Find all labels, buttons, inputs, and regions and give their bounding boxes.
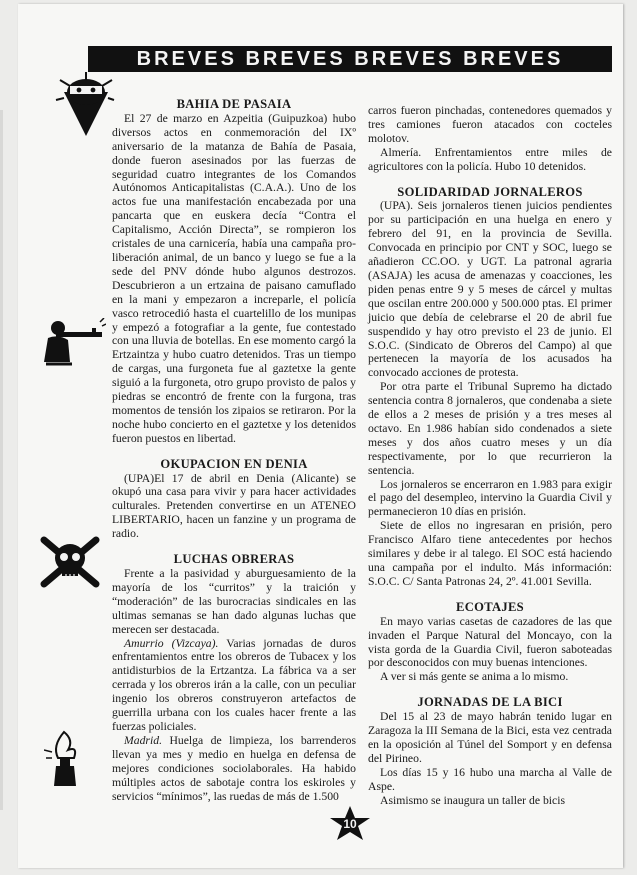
amurrio-text: Varias jornadas de duros enfrentamientos entre los obreros de Tubacex y los antidisturbios de la Ertzantza. La fábrica va a ser cerrada y los obreros irán a la calle, con un peculiar ingenio los obreros construyeron artefactos de guerrilla urbana con los cuales hacer frente a las fuerzas policiales. bbox=[112, 636, 356, 733]
article-text-luchas-amurrio bbox=[112, 637, 356, 734]
molotov-icon bbox=[44, 730, 94, 790]
article-text-solidaridad-1: (UPA). Seis jornaleros tienen juicios pendientes por su participación en una huelga en enero y febrero del 91, en la provincia de Sevilla. Convocada en principio por CNT y SOC, luego se añadieron CC.OO. y UGT. La patronal agraria (ASAJA) les acusa de amenazas y coacciones, les piden penas entre 9 y 5 meses de cárcel y multas que oscilan entre 200.000 y 500.000 ptas. El primer juicio que debía de celebrarse el 20 de abril fue suspendido y hay otro previsto el 23 de junio. El S.O.C. (Sindicato de Obreros del Campo) al que pertenecen la mayoría de los acusados ha convocado acciones de protesta. bbox=[368, 199, 612, 380]
article-text-denia: (UPA)El 17 de abril en Denia (Alicante) se okupó una casa para vivir y para hacer actividades culturales. Pretenden convertirse en un ATENEO LIBERTARIO, hacen un fanzine y un programa de radio. bbox=[112, 471, 356, 541]
section-banner: BREVES BREVES BREVES BREVES bbox=[88, 46, 612, 72]
article-text-ecotajes-1: En mayo varias casetas de cazadores de las que invaden el Parque Natural del Moncayo, con la vista gorda de la Guardia Civil, fueron saboteadas por desconocidos con muy buenas intenciones. bbox=[368, 614, 612, 670]
masked-face-icon bbox=[50, 70, 120, 140]
left-column bbox=[112, 98, 356, 803]
article-text-bici-1: Del 15 al 23 de mayo habrán tenido lugar en Zaragoza la III Semana de la Bici, esta vez centrada en la oposición al Túnel del Somport y en defensa del Pirineo. bbox=[368, 710, 612, 765]
skull-crossbones-icon bbox=[40, 534, 100, 590]
madrid-text: Huelga de limpieza, los barrenderos llevan ya mes y medio en huelga en defensa de mejores condiciones sociolaborales. Ha habido múltiples actos de sabotaje contra los eskiroles y servicios “mínimos”, las ruedas de más de 1.500 bbox=[112, 733, 356, 803]
article-text-luchas-madrid bbox=[112, 734, 356, 804]
article-text-luchas-almeria: Almería. Enfrentamientos entre miles de agricultores con la policía. Hubo 10 detenidos. bbox=[368, 145, 612, 173]
article-text-bici-3: Asimismo se inaugura un taller de bicis bbox=[380, 793, 566, 807]
page-number: 10 bbox=[343, 817, 357, 831]
article-title-pasaia: BAHIA DE PASAIA bbox=[176, 97, 292, 111]
place-amurrio: Amurrio (Vizcaya). bbox=[124, 636, 219, 650]
article-text-bici-2: Los días 15 y 16 hubo una marcha al Valle de Aspe. bbox=[368, 765, 612, 793]
page-number-badge bbox=[328, 806, 372, 842]
page-edge-shadow bbox=[0, 110, 6, 810]
article-title-luchas: LUCHAS OBRERAS bbox=[173, 552, 295, 567]
right-column bbox=[368, 104, 612, 808]
article-text-solidaridad-4: Siete de ellos no ingresaran en prisión, pero Francisco Alfaro tiene antecedentes por hechos similares y debe ir al talego. El SOC está haciendo una campaña por el indulto. Más información: S.O.C. C/ Santa Patronas 24, 2º. 41.001 Sevilla. bbox=[368, 519, 612, 588]
article-title-denia: OKUPACION EN DENIA bbox=[160, 456, 308, 471]
article-title-bici: JORNADAS DE LA BICI bbox=[417, 695, 563, 710]
article-title-solidaridad: SOLIDARIDAD JORNALEROS bbox=[397, 184, 583, 199]
article-text-luchas-intro: Frente a la pasividad y aburguesamiento de la mayoría de los “curritos” y la traición y “moderación” de las burocracias sindicales en las ultimas semanas se han dado algunas luchas que merecen ser destacada. bbox=[112, 567, 356, 636]
article-text-solidaridad-2: Por otra parte el Tribunal Supremo ha dictado sentencia contra 8 jornaleros, que condenaba a siete de ellos a 2 meses de prisión y a tres meses al octavo. En 1.986 habían sido condenados a siete meses y dos años cuatro meses y un día respectivamente, por lo que recurrieron la sentencia. bbox=[368, 380, 612, 477]
article-text-ecotajes-2: A ver si más gente se anima a lo mismo. bbox=[380, 670, 569, 684]
article-title-ecotajes: ECOTAJES bbox=[456, 599, 524, 614]
gunman-icon bbox=[40, 318, 106, 370]
article-text-solidaridad-3: Los jornaleros se encerraron en 1.983 para exigir el pago del desempleo, intervino la Guardia Civil y permanecieron 10 días en prisión. bbox=[368, 477, 612, 519]
article-text-luchas-madrid-cont: carros fueron pinchadas, contenedores quemados y tres camiones fueron atacados con cocteles molotov. bbox=[368, 104, 612, 145]
article-text-pasaia: El 27 de marzo en Azpeitia (Guipuzkoa) hubo diversos actos en conmemoración del IXº aniversario de la matanza de Bahía de Pasaia, donde fueron asesinados por las fuerzas de seguridad cuatro integrantes de los Comandos Autónomos Anticapitalistas (C.A.A.). Uno de los actos fue una manifestación encabezada por una pancarta que en euskera decía “Contra el Capitalismo, Acción Directa”, se rompieron los cristales de una carnicería, había una campaña pro-liberación animal, de un banco y luego se fue a la sede del PNV dónde hubo algunos destrozos. Descubrieron a un ertzaina de paisano camuflado en la mani y empezaron a increparle, el policía vasco retrocedió hasta el cuartelillo de los munipas y empezó a fotografiar a la gente, fue contestado con una lluvia de botellas. En ese momento cargó la Ertzaintza y hubo cuatro detenidos. Tras un tiempo de cargas, una furgoneta fue al gaztetxe la gente siguió a la furgoneta, otro grupo provisto de palos y piedras se encontró de frente con la furgona, tras momentos de tensión los zipaios se retiraron. Por la noche hubo concierto en el gaztetxe y los detenidos fueron puestos en libertad. bbox=[112, 111, 356, 445]
place-madrid: Madrid. bbox=[124, 733, 162, 747]
